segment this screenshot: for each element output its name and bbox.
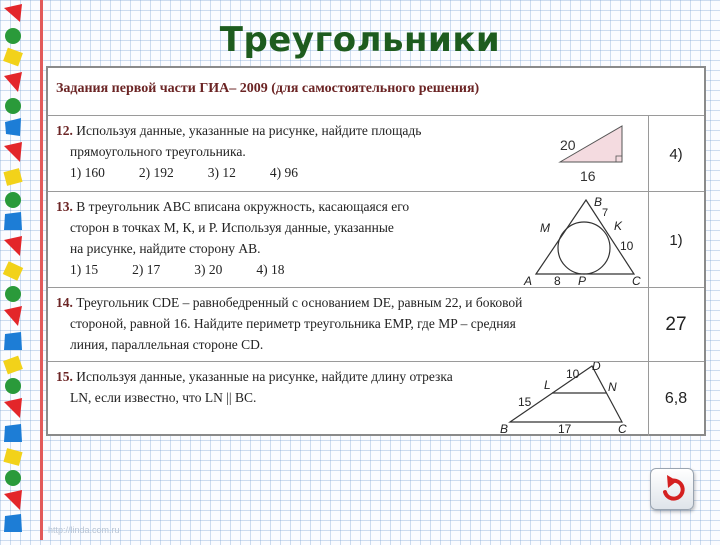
task-line: на рисунке, найдите сторону АВ.	[70, 241, 261, 256]
task-line: Треугольник CDE – равнобедренный с основанием DE, равным 22, и боковой	[76, 295, 523, 310]
label-N: N	[608, 380, 617, 394]
margin-shapes	[0, 0, 28, 540]
inscribed-circle-figure	[522, 194, 642, 286]
label-D: D	[592, 362, 601, 373]
label-A: A	[524, 274, 533, 286]
label-K: K	[614, 219, 623, 233]
task-line: В треугольник АВС вписана окружность, касающаяся его	[76, 199, 410, 214]
label-C: C	[632, 274, 641, 286]
trapezoid-figure	[500, 362, 640, 434]
answer-12: 4)	[669, 146, 683, 163]
task-line: стороной, равной 16. Найдите периметр треугольника EMP, где MP – средняя	[70, 316, 516, 331]
option: 1) 160	[70, 165, 105, 180]
answer-13: 1)	[669, 232, 683, 249]
task-options	[56, 259, 409, 280]
return-arrow-icon	[651, 469, 693, 509]
header-row	[48, 68, 704, 116]
decorative-margin	[0, 0, 28, 540]
label-10: 10	[620, 239, 634, 253]
label-P: P	[578, 274, 587, 286]
label-7: 7	[602, 207, 609, 219]
option: 4) 18	[256, 262, 285, 277]
label-L: L	[544, 378, 551, 392]
task-15-text	[56, 366, 453, 408]
option: 4) 96	[269, 165, 298, 180]
label-10: 10	[566, 367, 580, 381]
watermark: http://linda.com.ru	[48, 525, 120, 535]
right-triangle-figure	[538, 120, 638, 190]
task-line: прямоугольного треугольника.	[70, 144, 246, 159]
label-M: M	[540, 221, 550, 235]
task-row-12	[48, 116, 704, 192]
label-B: B	[594, 195, 603, 209]
table-header: Задания первой части ГИА– 2009 (для самостоятельного решения)	[56, 81, 480, 96]
task-row-15	[48, 362, 704, 434]
option: 1) 15	[70, 262, 99, 277]
back-button[interactable]	[650, 468, 694, 510]
task-12-text	[56, 120, 421, 183]
task-14-text	[56, 292, 522, 355]
task-line: LN, если известно, что LN || BC.	[70, 390, 257, 405]
option: 3) 12	[207, 165, 236, 180]
task-line: Используя данные, указанные на рисунке, найдите площадь	[76, 123, 422, 138]
label-B: B	[500, 422, 509, 434]
task-number: 14.	[56, 295, 73, 310]
answer-15: 6,8	[664, 390, 688, 407]
margin-line	[40, 0, 43, 540]
label-hypotenuse: 20	[560, 137, 576, 153]
task-line: Используя данные, указанные на рисунке, найдите длину отрезка	[76, 369, 453, 384]
option: 3) 20	[194, 262, 223, 277]
task-number: 12.	[56, 123, 73, 138]
task-row-13	[48, 192, 704, 288]
label-8: 8	[554, 274, 561, 286]
page-title: Треугольники	[219, 20, 501, 60]
label-base: 16	[580, 168, 596, 184]
label-C: C	[618, 422, 627, 434]
task-options	[56, 162, 421, 183]
task-line: сторон в точках М, К, и Р. Используя данные, указанные	[70, 220, 394, 235]
margin-shape-column	[3, 4, 23, 532]
answer-14: 27	[665, 314, 687, 335]
option: 2) 17	[132, 262, 161, 277]
task-table	[46, 66, 706, 436]
option: 2) 192	[138, 165, 174, 180]
label-15: 15	[518, 395, 532, 409]
task-13-text	[56, 196, 409, 280]
task-row-14	[48, 288, 704, 362]
label-17: 17	[558, 422, 572, 434]
task-number: 13.	[56, 199, 73, 214]
task-line: линия, параллельная стороне CD.	[70, 337, 264, 352]
task-number: 15.	[56, 369, 73, 384]
